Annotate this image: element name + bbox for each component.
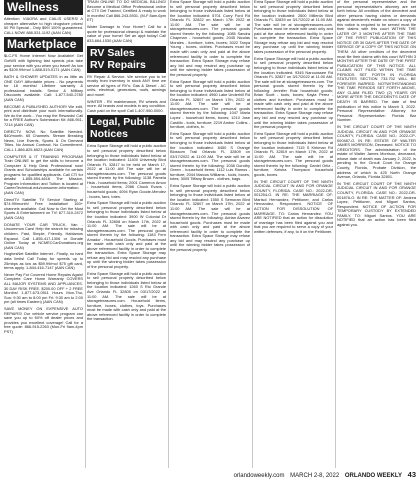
listing-paragraph: IN THE CIRCUIT COURT OF THE NINTH JUDICIAL CIRCUIT IN AND FOR ORANGE COUNTY, FLORIDA. CASE NO.: 2022-CP-000487-O. IN RE: ESTATE OF WALTER JAMES MORRISON, Deceased. NOTICE TO CREDITORS. The administration of the estate of Walter James Morrison, deceased, whose date of death was January 2, 2022, is pending in the Circuit Court for Orange County, Florida, Probate Division, the address of which is 425 North Orange Avenue, Orlando, Florida 32801. [337, 124, 416, 180]
column-5 [337, 0, 416, 468]
classifieds-page [4, 0, 416, 468]
listing-paragraph: Extra Space Storage will hold a public auction to sell personal property described below belonging to those individuals listed below at the location indicated: 9345 Narcoossee Rd Orlando FL 32827 on 3/17/2022 at 11:00 AM. The sale will be at storagetreasures.com. The personal goods stored therein by the following: Jennifer Ruiz household goods; Brian Scott - tools, boxes; Kayla Perez - clothes and furniture. Purchases must be made with cash only and paid at the above referenced facility in order to complete the transaction. Extra Space Storage may refuse any bid and may rescind any purchase up until the winning bidder takes possession of the personal property. [254, 55, 333, 130]
section-header-wellness: Wellness [4, 0, 83, 15]
legal-header-line-1: Legal, Public [90, 116, 155, 129]
listing-paragraph: $LC-FS Home Internet Now Available! Get GotW5 with lightning fast speeds plus take your service with you when you travel! As low as $109.99/mo! 1-888-519-0171 (AAN CAN) [4, 53, 83, 73]
listing-paragraph: COMPUTER & IT TRAINING PROGRAM! Train ONLINE to get the skills to become a Computer & Help Desk Professional now! Grants and Scholarships available for certain programs for qualified applicants. Call CTI for details! 1-855-554-4616 The Mission, Program Information and Tuition is located at CareerTechnical.edu/consumer-information. (AAN CAN) [4, 153, 83, 195]
legal-listings [87, 144, 166, 321]
listing-paragraph: IN THE CIRCUIT COURT OF THE NINTH JUDICIAL CIRCUIT IN AND FOR ORANGE COUNTY, FLORIDA. CASE NO.: 2022-DR-001876-O. IN RE: THE MATTER OF: Andrea Lopez, Petitioner, and Miguel Santos, Respondent. NOTICE OF ACTION FOR TEMPORARY CUSTODY BY EXTENDED FAMILY. TO: Miguel Santos. YOU ARE NOTIFIED that an action has been filed against you. [337, 180, 416, 227]
rv-header-line-2: RV Repairs [90, 58, 146, 71]
listing-paragraph: Extra Space Storage will hold a public auction to sell personal property described below belonging to those individuals listed below at the location indicated: 7115 S Kirkman Rd Orlando FL 32819 on March 17th, 2022 at 11:00 AM. The sale will be at storagetreasures.com. The personal goods stored therein by the following: Daniel Ortiz - furniture; Keisha Thompson household goods, boxes. [254, 130, 333, 177]
legal-notices-column-4 [254, 0, 333, 234]
listing-paragraph: DIRECTV NOW. No Satellite Needed. $40/month. 65 Channels. Stream Breaking News, Live Events, Sports & On Demand Titles. No Annual Contract. No Commitment. CALL 1-866-825-6523 (AAN CAN) [4, 128, 83, 152]
listing-paragraph: IN THE CIRCUIT COURT OF THE NINTH JUDICIAL CIRCUIT IN AND FOR ORANGE COUNTY, FLORIDA. CASE NO.: 2022-DR-001254-O. IN RE: THE MARRIAGE OF: Marisol Hernandez, Petitioner, and Carlos Hernandez, Respondent. NOTICE OF ACTION FOR DISSOLUTION OF MARRIAGE. TO: Carlos Hernandez. YOU ARE NOTIFIED that an action for dissolution of marriage has been filed against you and that you are required to serve a copy of your written defenses, if any, to it on the Petitioner. [254, 178, 333, 234]
footer-page-number: 43 [407, 470, 416, 479]
listing-paragraph: Never Pay For Covered Home Repairs Again! Complete Care Home Warranty COVERS ALL MAJOR SYSTEMS AND APPLIANCES. 30 DAY RISK FREE. $200.00 OFF + 2 FREE Months! 1-877-673-0511 Hours Mon-Thu, Sun: 9:30 am to 8:00 pm Fri: 9:30 am to 2:00 pm (all times Eastern) (AAN CAN) [4, 271, 83, 305]
legal-header-line-2: Notices [90, 128, 128, 141]
listing-paragraph: Extra Space Storage will hold a public auction to sell personal property described below belonging to those individuals listed below at the location indicated: 1260 S Rio Grande Ave Orlando FL 32805 on 03/17/2022 at 11:00 AM. The sale will be at storagetreasures.com. Household items, furniture, boxes, clothes, toys. Purchases must be made with cash only and paid at the above referenced facility in order to complete the transaction. [87, 270, 166, 322]
listing-paragraph: Water Damage to Your Home? Call for a quote for professional cleanup & maintain the value of your home! Set an appt today! Call 833-664-1530 (AAN CAN) [87, 24, 166, 43]
section-header-legal [87, 115, 166, 142]
page-footer [0, 470, 420, 480]
listing-paragraph: Extra Space Storage will hold a public auction to sell personal property described below belonging to those individuals listed below at the location indicated: 8450 S Orange Blossom Trail Orlando FL 32809 on 03/17/2022 at 11:00 AM. The sale will be at storagetreasures.com. The personal goods stored therein by the following: 1038 Dorothy Green - household items; 1112 Luis Ramos - furniture; 2044 Marcus Williams - tools, boxes, totes; 3005 Tiffany Brown - clothes, bags. [170, 130, 250, 182]
legal-notices-column-3 [170, 0, 250, 252]
listing-paragraph: of the personal representative and the personal representative's attorney are set forth below. All creditors of the decedent and other persons having claims or demands against decedent's estate on whom a copy of this notice is required to be served must file their claims with this court WITHIN THE LATER OF 3 MONTHS AFTER THE TIME OF THE FIRST PUBLICATION OF THIS NOTICE OR 30 DAYS AFTER THE DATE OF SERVICE OF A COPY OF THIS NOTICE ON THEM. All other creditors of the decedent must file their claims with this court WITHIN 3 MONTHS AFTER THE DATE OF THE FIRST PUBLICATION OF THIS NOTICE. ALL CLAIMS NOT FILED WITHIN THE TIME PERIODS SET FORTH IN FLORIDA STATUTES SECTION 733.702 WILL BE FOREVER BARRED. NOTWITHSTANDING THE TIME PERIODS SET FORTH ABOVE, ANY CLAIM FILED TWO (2) YEARS OR MORE AFTER THE DECEDENT'S DATE OF DEATH IS BARRED. The date of first publication of this notice is March 3, 2022. Personal Representative: Attorney for Personal Representative: Florida Bar Number. [337, 0, 416, 123]
column-divider [85, 0, 86, 468]
listing-paragraph: BECOME A PUBLISHED AUTHOR! We edit, print and distribute your work internationally. We do the work... You reap the Rewards! Call for a FREE Author's Submission Kit: 866-951-7214 (AAN CAN) [4, 103, 83, 127]
column-1 [4, 0, 83, 468]
column-divider [168, 0, 169, 468]
listing-paragraph: Extra Space Storage will hold a public auction to sell personal property described below belonging to those individuals listed below at the location indicated: 1550 S Semoran Blvd Orlando FL 32807 on March 17th, 2022 at 11:00 AM. The sale will be at storagetreasures.com. The personal goods stored therein by the following: Adrian Alvarez household goods. Purchases must be made with cash only and paid at the above referenced facility in order to complete the transaction. Extra Space Storage may refuse any bid and may rescind any purchase up until the winning bidder takes possession of the personal property. [170, 183, 250, 252]
column-3 [170, 0, 250, 468]
listing-paragraph: RV Repair & Service. We service you to be mostly from inventory in stock ANY time we service all types of RV's: Gas & Diesel - AC units, electrical, generators, roofs, awnings and more! [87, 73, 166, 97]
footer-publication: ORLANDO WEEKLY [344, 473, 402, 479]
listing-paragraph: SAVE MONEY ON EXPENSIVE AUTO REPAIRS! Our vehicle service program can save you up to 60% off dealer prices and provides you excellent coverage! Call for a free quote: 866-915-2263 (Mon-Fri 9am-4pm PST) [4, 306, 83, 334]
wellness-listings [4, 17, 83, 35]
rv-header-line-1: RV Sales [90, 46, 135, 59]
section-header-marketplace: Marketplace [4, 37, 83, 52]
listing-paragraph: TRAIN ONLINE TO DO MEDICAL BILLING! Become a Medical Office Professional online at CTI! Get Trained, Certified & ready to work in months! Call 866-243-5931. (M-F 8am-6pm ET) [87, 0, 166, 23]
listing-paragraph: Attention: VIAGRA and CIALIS USERS! A cheaper alternative to high drugstore prices! 50 Pill Special - Only $99! 100% guaranteed. CALL NOW! 888-531-1192 (AAN CAN) [4, 16, 83, 35]
listing-paragraph: Extra Space Storage will hold a public auction to sell personal property described below belonging to those individuals listed below at the location indicated: 2600 Millenia Blvd Orlando FL 32839 on 3/17/2022 at 11:00 AM. The sale will be at storagetreasures.com. Purchases must be made with cash only and paid at the above referenced facility in order to complete the transaction. Extra Space Storage may refuse any bid and may rescind any purchase up until the winning bidder takes possession of the personal property. [254, 0, 333, 55]
marketplace-listings [4, 54, 83, 334]
listing-paragraph: Extra Space Storage will hold a public auction to sell personal property described below belonging to those individuals listed below at the location indicated: 5701 Curry Ford Rd Orlando FL 32822 on March 17th 2022 at 11:00 AM. The sale will be at storagetreasures.com. The personal goods stored therein by the following: 1085 Sandra Chapman - household goods; 2045 Nicolas Morales - furniture, totes, boxes; 3022 Tanya Young - boxes, clothes. Purchases must be made with cash only and paid at the above referenced facility in order to complete the transaction. Extra Space Storage may refuse any bid and may rescind any purchase up until the winning bidder takes possession of the personal property. [170, 0, 250, 77]
rv-listings [87, 75, 166, 114]
column-divider [335, 0, 336, 468]
section-header-rv [87, 46, 166, 73]
listing-paragraph: Extra Space Storage will hold a public auction to sell personal property described below belonging to those individuals listed below at the location indicated: 3900 W Colonial Dr Orlando FL 32808 on March 17th, 2022 at 11:00 AM. The sale will be at storagetreasures.com. The personal goods stored therein by the following: 1183 Fern Amador - Household Goods. Purchases must be made with cash only and paid at the above referenced facility in order to complete the transaction. Extra Space Storage may refuse any bid and may rescind any purchase up until the winning bidder takes possession of the personal property. [87, 200, 166, 269]
listing-paragraph: Extra Space Storage will hold a public auction to sell personal property described below belonging to those individuals listed below at the location indicated: 11400 University Blvd Orlando FL 32817 to be held on March 17, 2022 at 11:00 AM The sale will be at storagetreasures.com. The personal goods stored therein by the following: 1138 Pamela Hsia - household items; 2001 Cameron Amon - household items; 2086 Chuck Evans - household goods; 4094 Ryan Goode-Mendez - boxes, fans, totes. [87, 143, 166, 199]
listing-paragraph: HughesNet Satellite Internet - Finally, no hard data limits! Call Today for speeds up to 25mbps as low as $59.99/mo! $75 gift card, terms apply. 1-844-416-7147 (AAN CAN) [4, 251, 83, 271]
footer-date: MARCH 2-8, 2022 [290, 473, 340, 479]
listing-paragraph: DONATE YOUR CAR TRUCK, Van - Uncommon Cars! Help the search for missing children. Fast, Simple, Friendly. Hablamos Espanol. Call 1-855-417-1306 or Donate Online Today at NCMECCarDonations.org (AAN CAN) [4, 221, 83, 250]
listing-paragraph: BATH & SHOWER UPDATES in as little as ONE DAY! Affordable prices - No payments for 18 months! Lifetime warranty & professional installs. Senior & Military Discounts available. Call: 1-877-540-2780 (AAN CAN) [4, 73, 83, 102]
listing-paragraph: DirectTV Satellite TV Service Starting at $74.99/month! Free Installation! 160+ channels available. Call Now to Get the Most Sports & Entertainment on TV! 877-310-2472 (AAN CAN) [4, 196, 83, 221]
legal-notices-column-5 [337, 0, 416, 227]
listing-paragraph: Extra Space Storage will hold a public auction to sell personal property described below belonging to those individuals listed below at the location indicated: 4960 Lake Underhill Rd Orlando FL 32807 on March 17th, 2022 at 11:00 AM. The sale will be at storagetreasures.com. The personal goods stored therein by the following: 1047 Maria Lopez - household items, boxes; 1210 Jose Castillo - tools, furniture; 2219 Amber Collins - furniture, clothes, tv. [170, 78, 250, 130]
column-4 [254, 0, 333, 468]
footer-website: orlandoweekly.com [233, 473, 285, 479]
column-divider [252, 0, 253, 468]
listing-paragraph: WINTER - RV maintenance, RV wheels and more. All brands and models in any condition. Cash paid on the spot! Call 1-407-960-0000. [87, 98, 166, 113]
column-2-top-listings [87, 0, 166, 43]
column-2 [87, 0, 166, 468]
